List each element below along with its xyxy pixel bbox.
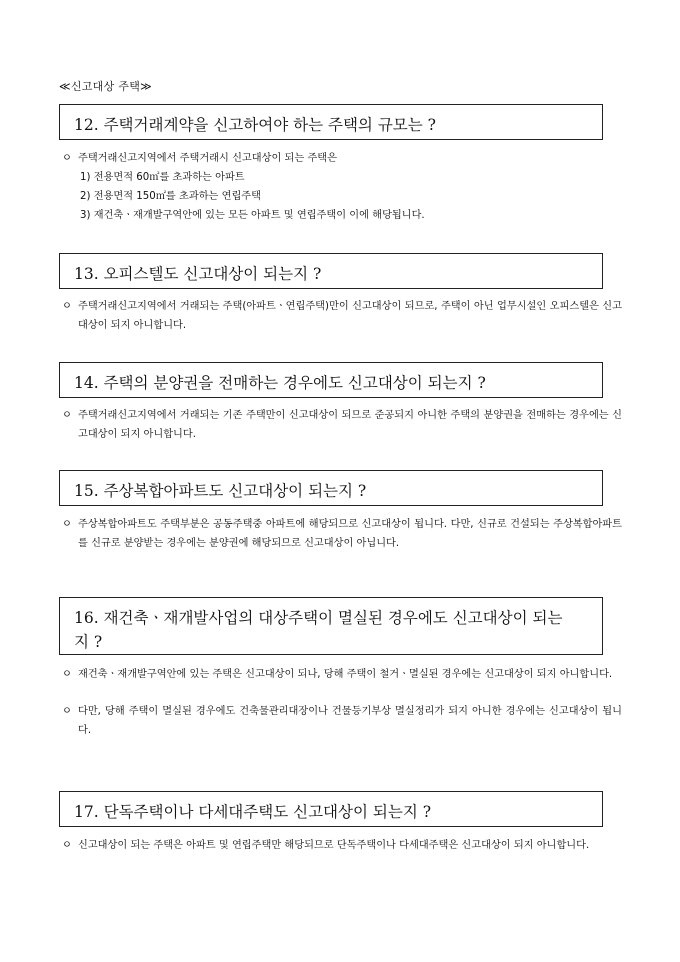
question-12-title: 12. 주택거래계약을 신고하여야 하는 주택의 규모는 ? — [59, 104, 603, 140]
answer-12 — [62, 149, 622, 225]
bullet-marker: ㅇ — [62, 410, 72, 421]
bullet-marker: ㅇ — [62, 706, 72, 717]
answer-17 — [62, 836, 622, 855]
answer-16-text-1: 재건축ㆍ재개발구역안에 있는 주택은 신고대상이 되나, 당해 주택이 철거ㆍ멸실된 경우에는 신고대상이 되지 아니합니다. — [78, 669, 613, 680]
bullet-marker: ㅇ — [62, 153, 72, 164]
question-15-title: 15. 주상복합아파트도 신고대상이 되는지 ? — [59, 470, 603, 506]
bullet-marker: ㅇ — [62, 840, 72, 851]
question-17-title: 17. 단독주택이나 다세대주택도 신고대상이 되는지 ? — [59, 791, 603, 827]
answer-16 — [62, 665, 622, 740]
section-title: ≪신고대상 주택≫ — [59, 80, 152, 93]
question-14-title: 14. 주택의 분양권을 전매하는 경우에도 신고대상이 되는지 ? — [59, 362, 603, 398]
bullet-marker: ㅇ — [62, 669, 72, 680]
answer-12-text: 주택거래신고지역에서 주택거래시 신고대상이 되는 주택은 — [78, 153, 337, 164]
answer-12-item-1: 1) 전용면적 60㎡를 초과하는 아파트 — [80, 172, 245, 183]
answer-16-text-2: 다만, 당해 주택이 멸실된 경우에도 건축물관리대장이나 건물등기부상 멸실정리가 되지 아니한 경우에는 신고대상이 됩니다. — [78, 706, 622, 736]
answer-14-text: 주택거래신고지역에서 거래되는 기존 주택만이 신고대상이 되므로 준공되지 아니한 주택의 분양권을 전매하는 경우에는 신고대상이 되지 아니합니다. — [78, 410, 622, 440]
question-16-title: 16. 재건축ㆍ재개발사업의 대상주택이 멸실된 경우에도 신고대상이 되는지 ? — [59, 597, 603, 655]
answer-13-text: 주택거래신고지역에서 거래되는 주택(아파트ㆍ연립주택)만이 신고대상이 되므로, 주택이 아닌 업무시설인 오피스텔은 신고대상이 되지 아니합니다. — [78, 301, 622, 331]
answer-17-text: 신고대상이 되는 주택은 아파트 및 연립주택만 해당되므로 단독주택이나 다세대주택은 신고대상이 되지 아니합니다. — [78, 840, 590, 851]
answer-12-item-3: 3) 재건축ㆍ재개발구역안에 있는 모든 아파트 및 연립주택이 이에 해당됩니다. — [80, 210, 425, 221]
answer-15-text: 주상복합아파트도 주택부분은 공동주택중 아파트에 해당되므로 신고대상이 됩니다. 다만, 신규로 건설되는 주상복합아파트를 신규로 분양받는 경우에는 분양권에 해당되므로 신고대상이 아닙니다. — [78, 519, 622, 549]
bullet-marker: ㅇ — [62, 519, 72, 530]
answer-12-item-2: 2) 전용면적 150㎡를 초과하는 연립주택 — [80, 191, 261, 202]
bullet-marker: ㅇ — [62, 301, 72, 312]
question-13-title: 13. 오피스텔도 신고대상이 되는지 ? — [59, 253, 603, 289]
answer-13 — [62, 297, 622, 335]
answer-14 — [62, 406, 622, 444]
answer-15 — [62, 515, 622, 553]
